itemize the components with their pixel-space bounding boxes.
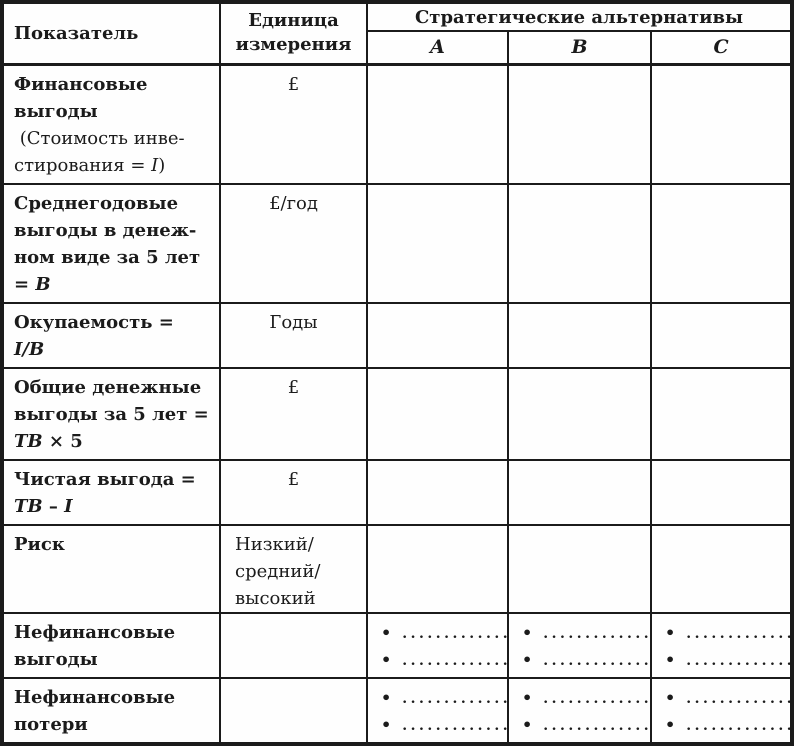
row-label bbox=[2, 678, 220, 744]
row-label-text: TB bbox=[14, 430, 43, 452]
alternative-cell-b bbox=[508, 184, 651, 303]
bullet-item bbox=[665, 712, 795, 739]
row-label-text: Нефинансовые bbox=[14, 621, 176, 643]
row-label bbox=[2, 64, 220, 184]
dotted-line: ............. bbox=[686, 625, 795, 642]
unit-cell: Низкий/ средний/ высокий bbox=[220, 525, 367, 613]
row-label-text: B bbox=[35, 273, 51, 295]
row-label-text: выгоды за 5 лет = bbox=[14, 403, 209, 425]
dotted-line: ............. bbox=[686, 717, 795, 734]
column-header-a: A bbox=[367, 31, 508, 64]
bullet-icon: • bbox=[665, 714, 676, 734]
alternative-cell-b bbox=[508, 678, 651, 744]
dotted-line: ............. bbox=[686, 690, 795, 707]
row-label bbox=[2, 368, 220, 460]
dotted-line: ............. bbox=[543, 717, 653, 734]
column-header-indicator: Показатель bbox=[2, 2, 220, 64]
table-row bbox=[2, 460, 792, 525]
dotted-line: ............. bbox=[402, 652, 512, 669]
bullet-item bbox=[522, 647, 653, 674]
alternative-cell-c bbox=[651, 64, 792, 184]
alternative-cell-a bbox=[367, 368, 508, 460]
dotted-line: ............. bbox=[402, 717, 512, 734]
bullet-item bbox=[665, 647, 795, 674]
bullet-item bbox=[381, 712, 512, 739]
row-label-text: Финансовые bbox=[14, 73, 148, 95]
bullet-icon: • bbox=[665, 687, 676, 707]
alternative-cell-c bbox=[651, 525, 792, 613]
alternative-cell-a bbox=[367, 460, 508, 525]
column-header-c: C bbox=[651, 31, 792, 64]
alternative-cell-b bbox=[508, 460, 651, 525]
alternative-cell-a bbox=[367, 184, 508, 303]
row-label bbox=[2, 460, 220, 525]
table-row bbox=[2, 525, 792, 613]
table-row bbox=[2, 303, 792, 368]
unit-cell: £ bbox=[220, 460, 367, 525]
bullet-icon: • bbox=[381, 714, 392, 734]
bullet-icon: • bbox=[665, 649, 676, 669]
bullet-item bbox=[381, 647, 512, 674]
row-label-text: потери bbox=[14, 713, 88, 735]
table-row bbox=[2, 613, 792, 678]
row-label-text: ) bbox=[158, 154, 166, 176]
alternative-cell-a bbox=[367, 678, 512, 744]
row-label bbox=[2, 184, 220, 303]
row-label-text: Среднегодовые bbox=[14, 192, 179, 214]
bullet-icon: • bbox=[522, 687, 533, 707]
bullet-icon: • bbox=[522, 649, 533, 669]
row-label-text: I bbox=[151, 154, 159, 176]
alternative-cell-c bbox=[651, 613, 795, 678]
bullet-item bbox=[522, 620, 653, 647]
dotted-line: ............. bbox=[402, 690, 512, 707]
alternative-cell-b bbox=[508, 368, 651, 460]
alternative-cell-c bbox=[651, 184, 792, 303]
row-label bbox=[2, 303, 220, 368]
bullet-icon: • bbox=[522, 622, 533, 642]
row-label-text: (Стоимость инве- bbox=[14, 127, 185, 149]
row-label-text: выгоды bbox=[14, 648, 98, 670]
row-label-text: TB bbox=[14, 495, 43, 517]
column-header-alternatives: Стратегические альтернативы bbox=[367, 2, 792, 31]
bullet-icon: • bbox=[381, 649, 392, 669]
alternative-cell-a bbox=[367, 303, 508, 368]
row-label-text: стирования = bbox=[14, 154, 152, 176]
row-label bbox=[2, 613, 220, 678]
alternative-cell-b bbox=[508, 64, 651, 184]
bullet-item bbox=[381, 685, 512, 712]
row-label-text: – bbox=[42, 495, 65, 517]
row-label-text: ном виде за 5 лет bbox=[14, 246, 201, 268]
table-row bbox=[2, 678, 792, 744]
bullet-item bbox=[522, 685, 653, 712]
table-row bbox=[2, 64, 792, 184]
alternative-cell-b bbox=[508, 613, 651, 678]
row-label-text: Общие денежные bbox=[14, 376, 202, 398]
bullet-item bbox=[381, 620, 512, 647]
unit-cell: £/год bbox=[220, 184, 367, 303]
bullet-icon: • bbox=[665, 622, 676, 642]
bullet-item bbox=[522, 712, 653, 739]
dotted-line: ............. bbox=[543, 625, 653, 642]
row-label-text: I bbox=[64, 495, 73, 517]
alternative-cell-c bbox=[651, 368, 792, 460]
column-header-unit: Единица измерения bbox=[220, 2, 367, 64]
unit-cell: £ bbox=[220, 368, 367, 460]
row-label-text: выгоды в денеж- bbox=[14, 219, 197, 241]
unit-cell bbox=[220, 613, 367, 678]
alternative-cell-b bbox=[508, 525, 651, 613]
table-row bbox=[2, 368, 792, 460]
header-row-top bbox=[2, 2, 792, 31]
bullet-icon: • bbox=[381, 622, 392, 642]
row-label-text: выгоды bbox=[14, 100, 98, 122]
unit-cell: Годы bbox=[220, 303, 367, 368]
row-label-text: = bbox=[14, 273, 36, 295]
dotted-line: ............. bbox=[543, 690, 653, 707]
row-label-text: I/B bbox=[14, 338, 45, 360]
alternative-cell-a bbox=[367, 613, 512, 678]
alternative-cell-a bbox=[367, 525, 508, 613]
row-label-text: Нефинансовые bbox=[14, 686, 176, 708]
dotted-line: ............. bbox=[402, 625, 512, 642]
alternative-cell-c bbox=[651, 303, 792, 368]
alternative-cell-a bbox=[367, 64, 508, 184]
dotted-line: ............. bbox=[686, 652, 795, 669]
unit-cell bbox=[220, 678, 367, 744]
alternative-cell-c bbox=[651, 460, 792, 525]
bullet-icon: • bbox=[381, 687, 392, 707]
bullet-icon: • bbox=[522, 714, 533, 734]
row-label-text: Риск bbox=[14, 533, 65, 555]
dotted-line: ............. bbox=[543, 652, 653, 669]
alternative-cell-c bbox=[651, 678, 795, 744]
bullet-item bbox=[665, 620, 795, 647]
row-label bbox=[2, 525, 220, 613]
row-label-text: × 5 bbox=[42, 430, 83, 452]
bullet-item bbox=[665, 685, 795, 712]
row-label-text: Чистая выгода = bbox=[14, 468, 196, 490]
table-row bbox=[2, 184, 792, 303]
alternative-cell-b bbox=[508, 303, 651, 368]
row-label-text: Окупаемость = bbox=[14, 311, 174, 333]
table-body bbox=[2, 64, 795, 744]
unit-cell: £ bbox=[220, 64, 367, 184]
column-header-b: B bbox=[508, 31, 651, 64]
